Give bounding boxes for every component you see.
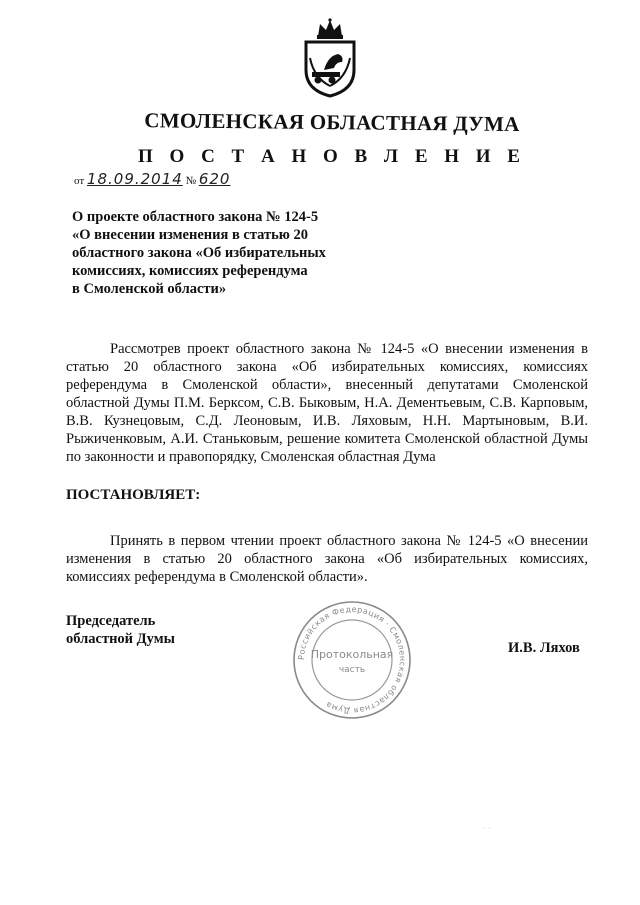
subject-line: О проекте областного закона № 124-5 — [72, 209, 319, 225]
signatory-title — [66, 612, 175, 648]
subject-line: областного закона «Об избирательных — [72, 245, 326, 261]
signatory-title-line: Председатель — [66, 613, 156, 629]
signatory-name: И.В. Ляхов — [508, 640, 580, 656]
subject-line: комиссиях, комиссиях референдума — [72, 263, 308, 279]
number-label: № — [185, 175, 197, 187]
date-number-line — [74, 170, 230, 188]
date-value: 18.09.2014 — [86, 170, 183, 188]
subject-line: «О внесении изменения в статью 20 — [72, 227, 309, 243]
document-type-heading: П О С Т А Н О В Л Е Н И Е — [138, 146, 526, 167]
official-stamp — [290, 598, 414, 722]
signatory-title-line: областной Думы — [66, 631, 175, 647]
coat-of-arms-icon — [298, 18, 362, 98]
stamp-outer-text: Российская Федерация · Смоленская областная Дума — [296, 604, 408, 716]
stamp-center-line: Протокольная — [310, 648, 394, 661]
date-label: от — [74, 175, 85, 187]
scan-artifact: · · — [482, 824, 492, 835]
organization-title: СМОЛЕНСКАЯ ОБЛАСТНАЯ ДУМА — [144, 108, 520, 137]
subject-line: в Смоленской области» — [72, 281, 227, 297]
stamp-center-line: часть — [338, 665, 366, 675]
body-paragraph-considering: Рассмотрев проект областного закона № 124-5 «О внесении изменения в статью 20 областного закона «Об избирательных комиссиях, комиссиях референдума в Смоленской области», внесенный депутатами Смоленской областной Думы П.М. Берксом, С.В. Быковым, Н.А. Дементьевым, С.В. Карповым, В.В. Кузнецовым, С.Д. Леоновым, И.В. Ляховым, Н.Н. Мартыновым, В.И. Рыжиченковым, А.И. Станьковым, решение комитета Смоленской областной Думы по законности и правопорядку, Смоленская областная Дума — [66, 341, 588, 465]
resolves-heading: ПОСТАНОВЛЯЕТ: — [66, 487, 201, 503]
number-value: 620 — [198, 170, 231, 188]
body-paragraph-decision: Принять в первом чтении проект областного закона № 124-5 «О внесении изменения в статью 20 областного закона «Об избирательных комиссиях, комиссиях референдума в Смоленской области». — [66, 533, 588, 585]
document-subject — [72, 208, 372, 298]
